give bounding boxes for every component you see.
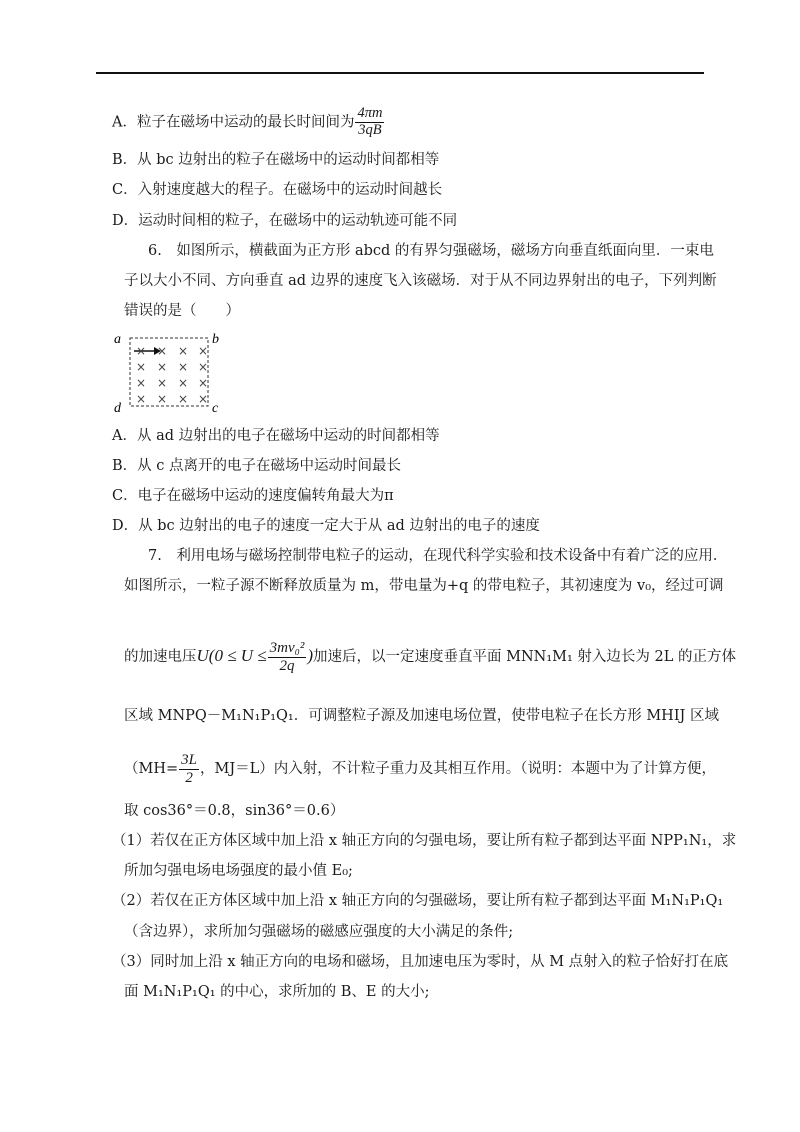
fraction-denominator: 2q — [279, 657, 295, 674]
fraction-denominator: 2 — [185, 769, 193, 786]
magnetic-field-diagram — [112, 330, 222, 415]
q7-line3-suffix: 加速后，以一定速度垂直平面 MNN₁M₁ 射入边长为 2L 的正方体 — [313, 649, 736, 665]
q6-option-c: C．电子在磁场中运动的速度偏转角最大为π — [112, 488, 394, 504]
q7-line5-prefix: （MH= — [124, 761, 179, 777]
header-rule — [96, 72, 704, 74]
q5-option-c: C．入射速度越大的程子。在磁场中的运动时间越长 — [112, 182, 443, 198]
label-b: b — [212, 332, 219, 347]
field-cross-mark: × — [156, 344, 168, 358]
mh-fraction — [179, 752, 199, 786]
q5-option-a-text: A．粒子在磁场中运动的最长时间间为 — [112, 114, 355, 131]
field-cross-mark: × — [135, 376, 147, 390]
q7-part2-line1: （2）若仅在正方体区域中加上沿 x 轴正方向的匀强磁场，要让所有粒子都到达平面 M₁N₁P₁Q₁ — [112, 893, 724, 909]
voltage-range-fraction — [268, 640, 307, 674]
fraction-numerator: 3mv₀² — [269, 640, 305, 656]
fraction-numerator: 4πm — [357, 105, 383, 121]
q7-part1-line1: （1）若仅在正方体区域中加上沿 x 轴正方向的匀强电场，要让所有粒子都到达平面 NPP₁N₁，求 — [112, 833, 737, 849]
field-crosses — [136, 344, 208, 406]
label-a: a — [114, 332, 121, 347]
q7-line3-prefix: 的加速电压 — [124, 649, 197, 665]
q5-option-b: B．从 bc 边射出的粒子在磁场中的运动时间都相等 — [112, 152, 440, 168]
q5-option-d: D．运动时间相的粒子，在磁场中的运动轨迹可能不同 — [112, 213, 458, 229]
q6-option-a: A．从 ad 边射出的电子在磁场中运动的时间都相等 — [112, 428, 440, 444]
q6-option-b: B．从 c 点离开的电子在磁场中运动时间最长 — [112, 458, 401, 474]
voltage-range-right: ) — [307, 646, 313, 665]
q7-stem-line6: 取 cos36°＝0.8，sin36°＝0.6） — [124, 803, 345, 819]
field-cross-mark: × — [197, 392, 209, 406]
q7-part1-line2: 所加匀强电场电场强度的最小值 E₀; — [124, 863, 353, 879]
q6-stem-line3: 错误的是（ ） — [124, 303, 240, 319]
fraction-denominator: 3qB — [358, 121, 382, 138]
field-cross-mark: × — [156, 376, 168, 390]
q7-part2-line2: （含边界），求所加匀强磁场的磁感应强度的大小满足的条件; — [124, 924, 514, 940]
q6-stem-line2: 子以大小不同、方向垂直 ad 边界的速度飞入该磁场．对于从不同边界射出的电子，下列判断 — [124, 273, 717, 289]
q7-stem-line5 — [124, 752, 716, 786]
field-cross-mark: × — [177, 360, 189, 374]
fraction-numerator: 3L — [181, 752, 197, 768]
q7-stem-line4: 区域 MNPQ－M₁N₁P₁Q₁．可调整粒子源及加速电场位置，使带电粒子在长方形 MHIJ 区域 — [124, 708, 719, 724]
field-cross-mark: × — [156, 360, 168, 374]
q7-stem-line1: 7. 利用电场与磁场控制带电粒子的运动，在现代科学实验和技术设备中有着广泛的应用． — [148, 548, 728, 564]
voltage-range-left: U(0 ≤ U ≤ — [196, 646, 267, 665]
field-cross-mark: × — [197, 360, 209, 374]
q7-stem-line3 — [124, 640, 736, 674]
field-cross-mark: × — [135, 360, 147, 374]
q6-option-d: D．从 bc 边射出的电子的速度一定大于从 ad 边射出的电子的速度 — [112, 518, 540, 534]
field-cross-mark: × — [156, 392, 168, 406]
q5-option-a — [112, 106, 385, 139]
q5-option-a-fraction — [355, 106, 384, 139]
q6-stem-line1: 6. 如图所示，横截面为正方形 abcd 的有界匀强磁场，磁场方向垂直纸面向里．一束电 — [148, 243, 714, 259]
field-cross-mark: × — [197, 376, 209, 390]
field-cross-mark: × — [177, 392, 189, 406]
label-d: d — [114, 401, 121, 415]
q7-stem-line2: 如图所示，一粒子源不断释放质量为 m，带电量为+q 的带电粒子，其初速度为 v₀，经过可调 — [124, 578, 724, 594]
q7-part3-line1: （3）同时加上沿 x 轴正方向的电场和磁场，且加速电压为零时，从 M 点射入的粒子恰好打在底 — [112, 954, 729, 970]
field-cross-mark: × — [177, 344, 189, 358]
q7-line5-suffix: ，MJ＝L）内入射，不计粒子重力及其相互作用。（说明：本题中为了计算方便， — [200, 761, 717, 777]
field-cross-mark: × — [135, 392, 147, 406]
label-c: c — [212, 401, 219, 415]
q7-part3-line2: 面 M₁N₁P₁Q₁ 的中心，求所加的 B、E 的大小; — [124, 984, 430, 1000]
field-cross-mark: × — [177, 376, 189, 390]
field-cross-mark: × — [197, 344, 209, 358]
field-cross-mark: × — [135, 344, 147, 358]
